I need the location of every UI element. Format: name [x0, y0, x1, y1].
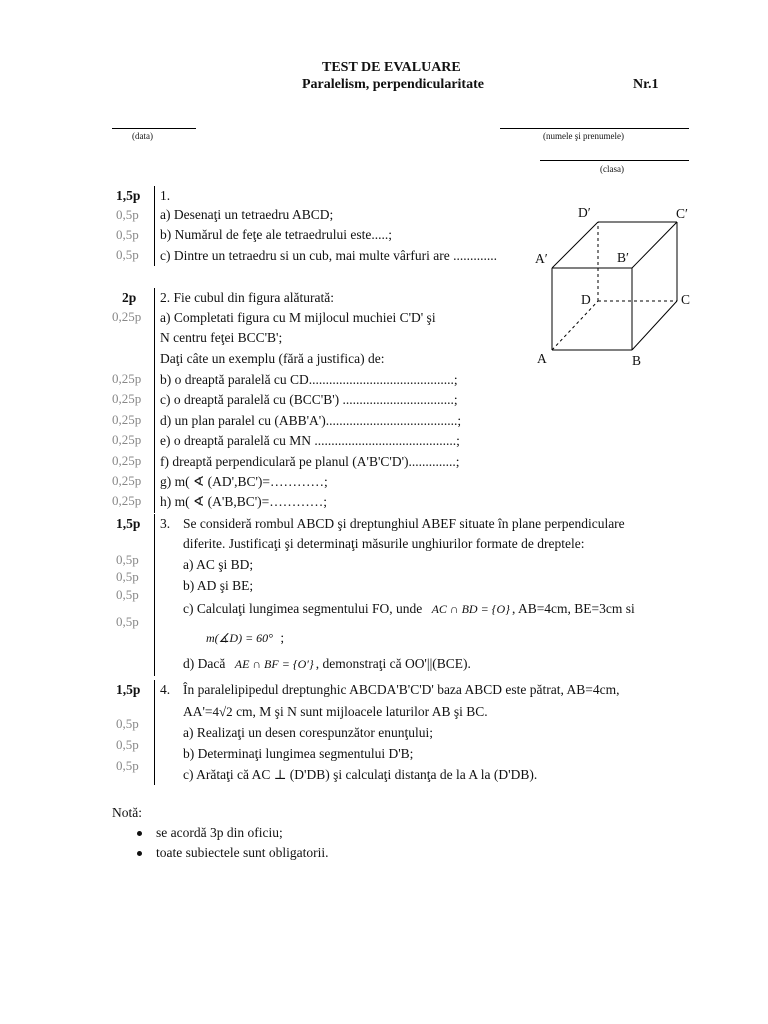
- q4-c: c) Arătaţi că AC ⊥ (D'DB) şi calculaţi distanţa de la A la (D'DB).: [183, 767, 538, 782]
- q4-number: 4.: [160, 682, 171, 697]
- q2-examples: Daţi câte un exemplu (fără a justifica) de:: [160, 351, 385, 366]
- q4-text-2-post: cm, M şi N sunt mijloacele laturilor AB şi BC.: [232, 704, 488, 719]
- points-q3b: 0,5p: [116, 569, 139, 584]
- q3-text-1: Se consideră rombul ABCD şi dreptunghiul ABEF situate în plane perpendiculare: [183, 516, 625, 531]
- q3-c-end: ;: [280, 630, 285, 645]
- bullet-icon: [137, 831, 142, 836]
- points-q2e: 0,25p: [112, 432, 142, 447]
- note-item-2-text: toate subiectele sunt obligatorii.: [156, 845, 329, 860]
- points-q2b: 0,25p: [112, 371, 142, 386]
- edge-b1c1: [632, 222, 677, 268]
- q4-a: a) Realizaţi un desen corespunzător enunţului;: [183, 725, 434, 740]
- cube-label-b: B: [632, 353, 642, 368]
- q3-a: a) AC şi BD;: [183, 557, 254, 572]
- name-line: [500, 128, 689, 129]
- q4-b: b) Determinaţi lungimea segmentului D'B;: [183, 746, 414, 761]
- points-q4: 1,5p: [116, 682, 141, 697]
- q2-g: g) m( ∢ (AD',BC')=…………;: [160, 474, 328, 489]
- points-q2d: 0,25p: [112, 412, 142, 427]
- points-q2g: 0,25p: [112, 473, 142, 488]
- q2-a-line2: N centru feţei BCC'B';: [160, 330, 283, 345]
- cube-label-b1: B′: [617, 250, 629, 265]
- q1-c: c) Dintre un tetraedru si un cub, mai multe vârfuri are .............: [160, 248, 498, 263]
- q3-number: 3.: [160, 516, 171, 531]
- cube-label-c1: C′: [676, 206, 688, 221]
- points-q3: 1,5p: [116, 516, 141, 531]
- points-q1a: 0,5p: [116, 207, 139, 222]
- q3-d-post: , demonstraţi că OO'||(BCE).: [315, 656, 471, 671]
- q4-text-2-math: 4√2: [212, 704, 233, 719]
- q2-h: h) m( ∢ (A'B,BC')=…………;: [160, 494, 328, 509]
- q3-c-angle: [206, 630, 284, 646]
- q3-c-math: AC ∩ BD = {O}: [431, 602, 510, 616]
- q1-b: b) Numărul de feţe ale tetraedrului este.....;: [160, 227, 393, 242]
- points-q4b: 0,5p: [116, 737, 139, 752]
- points-q2f: 0,25p: [112, 453, 142, 468]
- rule-2: [154, 288, 155, 513]
- q4-text-1: În paralelipipedul dreptunghic ABCDA'B'C'D' baza ABCD este pătrat, AB=4cm,: [183, 682, 620, 697]
- edge-a1d1: [552, 222, 598, 268]
- q3-c-text: c) Calculaţi lungimea segmentului FO, unde: [183, 601, 423, 616]
- class-line: [540, 160, 689, 161]
- q4-text-2-pre: AA'=: [183, 704, 213, 719]
- q3-c-angle-math: m(∡D) = 60°: [206, 631, 273, 645]
- points-q1c: 0,5p: [116, 247, 139, 262]
- note-title: Notă:: [112, 805, 142, 820]
- cube-label-a: A: [537, 351, 547, 366]
- date-line: [112, 128, 196, 129]
- points-q3a: 0,5p: [116, 552, 139, 567]
- q2-e: e) o dreaptă paralelă cu MN ..........................................;: [160, 433, 460, 448]
- points-q2c: 0,25p: [112, 391, 142, 406]
- q3-c-post: , AB=4cm, BE=3cm si: [511, 601, 635, 616]
- note-item-2: [137, 845, 328, 861]
- q3-d-text: d) Dacă: [183, 656, 226, 671]
- points-q3d: 0,5p: [116, 614, 139, 629]
- points-q2h: 0,25p: [112, 493, 142, 508]
- points-q2: 2p: [122, 290, 137, 305]
- test-subtitle: Paralelism, perpendicularitate: [302, 77, 484, 92]
- points-q1b: 0,5p: [116, 227, 139, 242]
- points-q3c: 0,5p: [116, 587, 139, 602]
- test-title: TEST DE EVALUARE: [322, 60, 461, 75]
- note-item-1-text: se acordă 3p din oficiu;: [156, 825, 283, 840]
- q3-d-math: AE ∩ BF = {O′}: [234, 657, 314, 671]
- q2-intro: 2. Fie cubul din figura alăturată:: [160, 290, 334, 305]
- q2-c: c) o dreaptă paralelă cu (BCC'B') .................................;: [160, 392, 458, 407]
- points-q2a: 0,25p: [112, 309, 142, 324]
- q2-d: d) un plan paralel cu (ABB'A').......................................;: [160, 413, 462, 428]
- points-q1: 1,5p: [116, 188, 141, 203]
- q2-a-line1: a) Completati figura cu M mijlocul muchiei C'D' şi: [160, 310, 436, 325]
- q2-b: b) o dreaptă paralelă cu CD...........................................;: [160, 372, 458, 387]
- q2-f: f) dreaptă perpendiculară pe planul (A'B'C'D')..............;: [160, 454, 460, 469]
- edge-bc: [632, 301, 677, 350]
- date-label: (data): [132, 131, 153, 141]
- points-q4a: 0,5p: [116, 716, 139, 731]
- bullet-icon: [137, 851, 142, 856]
- q1-number: 1.: [160, 188, 171, 203]
- cube-label-d: D: [581, 292, 591, 307]
- q1-a: a) Desenaţi un tetraedru ABCD;: [160, 207, 334, 222]
- rule-1: [154, 186, 155, 266]
- cube-label-d1: D′: [578, 205, 591, 220]
- test-number: Nr.1: [633, 77, 659, 92]
- rule-4: [154, 680, 155, 785]
- points-q4c: 0,5p: [116, 758, 139, 773]
- q3-text-2: diferite. Justificaţi şi determinaţi măsurile unghiurilor formate de dreptele:: [183, 536, 585, 551]
- q3-c: [183, 601, 635, 617]
- rule-3: [154, 514, 155, 676]
- edge-ad: [552, 301, 598, 350]
- cube-label-c: C: [681, 292, 691, 307]
- class-label: (clasa): [600, 164, 624, 174]
- name-label: (numele şi prenumele): [543, 131, 624, 141]
- q4-text-2: [183, 704, 488, 720]
- cube-label-a1: A′: [535, 251, 548, 266]
- q3-d: [183, 656, 471, 672]
- note-item-1: [137, 825, 283, 841]
- q3-b: b) AD şi BE;: [183, 578, 254, 593]
